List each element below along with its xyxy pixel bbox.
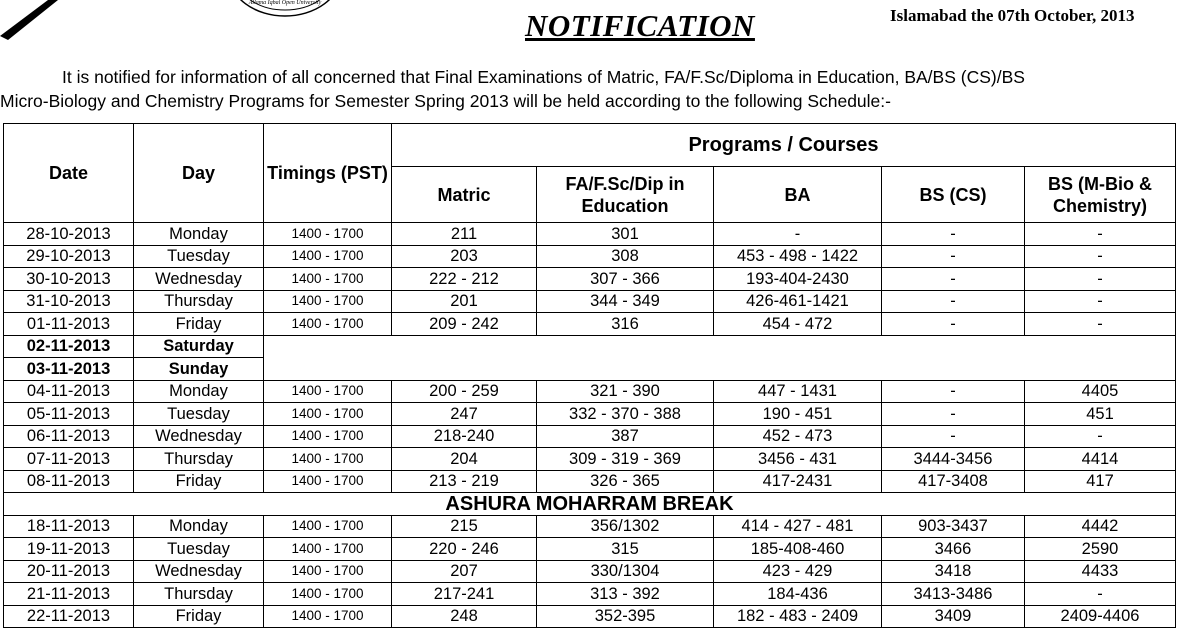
- cell-fa: 315: [537, 538, 714, 561]
- cell-day: Monday: [134, 380, 264, 403]
- cell-date: 30-10-2013: [4, 268, 134, 291]
- cell-time: 1400 - 1700: [264, 380, 392, 403]
- cell-bscs: 903-3437: [882, 515, 1025, 538]
- cell-time: 1400 - 1700: [264, 560, 392, 583]
- cell-bsbio: 4433: [1025, 560, 1176, 583]
- table-row: [4, 583, 1176, 606]
- cell-matric: 217-241: [392, 583, 537, 606]
- cell-bscs: 417-3408: [882, 470, 1025, 493]
- cell-time: 1400 - 1700: [264, 268, 392, 291]
- cell-day: Tuesday: [134, 538, 264, 561]
- cell-time: 1400 - 1700: [264, 245, 392, 268]
- cell-fa: 316: [537, 313, 714, 336]
- cell-ba: 447 - 1431: [714, 380, 882, 403]
- cell-date: 04-11-2013: [4, 380, 134, 403]
- header-ba: BA: [714, 167, 882, 223]
- cell-day: Thursday: [134, 448, 264, 471]
- table-row: [4, 313, 1176, 336]
- cell-matric: 209 - 242: [392, 313, 537, 336]
- corner-decoration: [0, 0, 60, 40]
- table-row: [4, 493, 1176, 516]
- cell-bsbio: -: [1025, 583, 1176, 606]
- cell-bsbio: -: [1025, 290, 1176, 313]
- cell-time: 1400 - 1700: [264, 448, 392, 471]
- cell-bsbio: -: [1025, 223, 1176, 246]
- cell-date: 08-11-2013: [4, 470, 134, 493]
- table-row: [4, 448, 1176, 471]
- cell-day: Wednesday: [134, 560, 264, 583]
- cell-date: 18-11-2013: [4, 515, 134, 538]
- cell-ba: 193-404-2430: [714, 268, 882, 291]
- cell-bsbio: 4405: [1025, 380, 1176, 403]
- table-row: [4, 425, 1176, 448]
- cell-day: Sunday: [134, 358, 264, 381]
- cell-time: 1400 - 1700: [264, 425, 392, 448]
- header-bscs: BS (CS): [882, 167, 1025, 223]
- cell-date: 29-10-2013: [4, 245, 134, 268]
- table-row: [4, 538, 1176, 561]
- cell-date: 05-11-2013: [4, 403, 134, 426]
- cell-bscs: -: [882, 425, 1025, 448]
- cell-bscs: -: [882, 290, 1025, 313]
- header-bsbio: BS (M-Bio & Chemistry): [1025, 167, 1176, 223]
- header-programs: Programs / Courses: [392, 124, 1176, 167]
- cell-time: 1400 - 1700: [264, 583, 392, 606]
- cell-day: Tuesday: [134, 403, 264, 426]
- table-row: [4, 358, 1176, 381]
- cell-bscs: -: [882, 313, 1025, 336]
- cell-bscs: 3444-3456: [882, 448, 1025, 471]
- cell-date: 01-11-2013: [4, 313, 134, 336]
- cell-date: 22-11-2013: [4, 605, 134, 628]
- cell-matric: 207: [392, 560, 537, 583]
- cell-time: 1400 - 1700: [264, 223, 392, 246]
- cell-ba: 190 - 451: [714, 403, 882, 426]
- cell-time: 1400 - 1700: [264, 403, 392, 426]
- header-day: Day: [134, 124, 264, 223]
- cell-time: 1400 - 1700: [264, 515, 392, 538]
- cell-fa: 313 - 392: [537, 583, 714, 606]
- cell-matric: 211: [392, 223, 537, 246]
- cell-bsbio: 417: [1025, 470, 1176, 493]
- table-row: [4, 335, 1176, 358]
- exam-schedule-table: [3, 123, 1176, 628]
- break-label: ASHURA MOHARRAM BREAK: [4, 493, 1176, 516]
- cell-fa: 301: [537, 223, 714, 246]
- intro-line-1: It is notified for information of all concerned that Final Examinations of Matric, FA/F.Sc/Diploma in Education, BA/BS (CS)/BS: [62, 67, 1025, 87]
- cell-bscs: -: [882, 380, 1025, 403]
- cell-bscs: 3409: [882, 605, 1025, 628]
- cell-bsbio: 4442: [1025, 515, 1176, 538]
- cell-day: Thursday: [134, 583, 264, 606]
- cell-fa: 321 - 390: [537, 380, 714, 403]
- table-row: [4, 245, 1176, 268]
- cell-day: Wednesday: [134, 425, 264, 448]
- cell-date: 06-11-2013: [4, 425, 134, 448]
- table-row: [4, 380, 1176, 403]
- table-row: [4, 515, 1176, 538]
- header-date: Date: [4, 124, 134, 223]
- intro-line-2: Micro-Biology and Chemistry Programs for Semester Spring 2013 will be held according to the following Schedule:-: [0, 91, 891, 111]
- table-row: [4, 403, 1176, 426]
- cell-matric: 247: [392, 403, 537, 426]
- cell-ba: 426-461-1421: [714, 290, 882, 313]
- cell-day: Saturday: [134, 335, 264, 358]
- cell-fa: 307 - 366: [537, 268, 714, 291]
- cell-ba: 454 - 472: [714, 313, 882, 336]
- intro-paragraph: [0, 65, 1200, 113]
- cell-time: 1400 - 1700: [264, 605, 392, 628]
- cell-bsbio: 4414: [1025, 448, 1176, 471]
- page-title: NOTIFICATION: [525, 8, 755, 43]
- cell-day: Friday: [134, 470, 264, 493]
- cell-day: Wednesday: [134, 268, 264, 291]
- table-row: [4, 223, 1176, 246]
- cell-date: 19-11-2013: [4, 538, 134, 561]
- cell-day: Tuesday: [134, 245, 264, 268]
- cell-bscs: 3418: [882, 560, 1025, 583]
- cell-ba: 182 - 483 - 2409: [714, 605, 882, 628]
- cell-day: Thursday: [134, 290, 264, 313]
- cell-date: 02-11-2013: [4, 335, 134, 358]
- cell-bscs: 3413-3486: [882, 583, 1025, 606]
- cell-matric: 248: [392, 605, 537, 628]
- holiday-blank: [264, 335, 1176, 358]
- table-row: [4, 268, 1176, 291]
- cell-bsbio: 2409-4406: [1025, 605, 1176, 628]
- cell-day: Monday: [134, 223, 264, 246]
- cell-fa: 326 - 365: [537, 470, 714, 493]
- cell-ba: 423 - 429: [714, 560, 882, 583]
- cell-ba: 417-2431: [714, 470, 882, 493]
- university-seal: [225, 0, 345, 18]
- cell-matric: 200 - 259: [392, 380, 537, 403]
- cell-bscs: -: [882, 268, 1025, 291]
- table-row: [4, 470, 1176, 493]
- cell-bsbio: -: [1025, 313, 1176, 336]
- cell-matric: 203: [392, 245, 537, 268]
- table-row: [4, 560, 1176, 583]
- cell-ba: 414 - 427 - 481: [714, 515, 882, 538]
- cell-date: 31-10-2013: [4, 290, 134, 313]
- cell-time: 1400 - 1700: [264, 290, 392, 313]
- table-row: [4, 605, 1176, 628]
- cell-matric: 201: [392, 290, 537, 313]
- cell-time: 1400 - 1700: [264, 538, 392, 561]
- cell-fa: 352-395: [537, 605, 714, 628]
- cell-date: 20-11-2013: [4, 560, 134, 583]
- cell-bscs: -: [882, 245, 1025, 268]
- cell-date: 03-11-2013: [4, 358, 134, 381]
- cell-ba: 3456 - 431: [714, 448, 882, 471]
- cell-matric: 218-240: [392, 425, 537, 448]
- cell-date: 07-11-2013: [4, 448, 134, 471]
- cell-day: Friday: [134, 605, 264, 628]
- cell-fa: 309 - 319 - 369: [537, 448, 714, 471]
- cell-matric: 222 - 212: [392, 268, 537, 291]
- notification-date: Islamabad the 07th October, 2013: [890, 6, 1135, 25]
- cell-matric: 215: [392, 515, 537, 538]
- cell-day: Friday: [134, 313, 264, 336]
- cell-fa: 387: [537, 425, 714, 448]
- table-row: [4, 290, 1176, 313]
- cell-fa: 356/1302: [537, 515, 714, 538]
- cell-time: 1400 - 1700: [264, 313, 392, 336]
- cell-bsbio: 451: [1025, 403, 1176, 426]
- header-fa: FA/F.Sc/Dip in Education: [537, 167, 714, 223]
- cell-bsbio: -: [1025, 268, 1176, 291]
- cell-bscs: -: [882, 403, 1025, 426]
- cell-ba: 184-436: [714, 583, 882, 606]
- cell-fa: 344 - 349: [537, 290, 714, 313]
- cell-ba: 453 - 498 - 1422: [714, 245, 882, 268]
- svg-text:Allama Iqbal Open University: Allama Iqbal Open University: [248, 0, 322, 6]
- header-matric: Matric: [392, 167, 537, 223]
- cell-ba: -: [714, 223, 882, 246]
- cell-fa: 330/1304: [537, 560, 714, 583]
- cell-date: 21-11-2013: [4, 583, 134, 606]
- cell-bsbio: 2590: [1025, 538, 1176, 561]
- cell-bscs: -: [882, 223, 1025, 246]
- cell-bsbio: -: [1025, 425, 1176, 448]
- cell-bsbio: -: [1025, 245, 1176, 268]
- cell-day: Monday: [134, 515, 264, 538]
- cell-matric: 204: [392, 448, 537, 471]
- cell-fa: 332 - 370 - 388: [537, 403, 714, 426]
- cell-bscs: 3466: [882, 538, 1025, 561]
- header-timings: Timings (PST): [264, 124, 392, 223]
- cell-matric: 220 - 246: [392, 538, 537, 561]
- holiday-blank: [264, 358, 1176, 381]
- cell-date: 28-10-2013: [4, 223, 134, 246]
- cell-matric: 213 - 219: [392, 470, 537, 493]
- cell-ba: 185-408-460: [714, 538, 882, 561]
- cell-fa: 308: [537, 245, 714, 268]
- cell-time: 1400 - 1700: [264, 470, 392, 493]
- cell-ba: 452 - 473: [714, 425, 882, 448]
